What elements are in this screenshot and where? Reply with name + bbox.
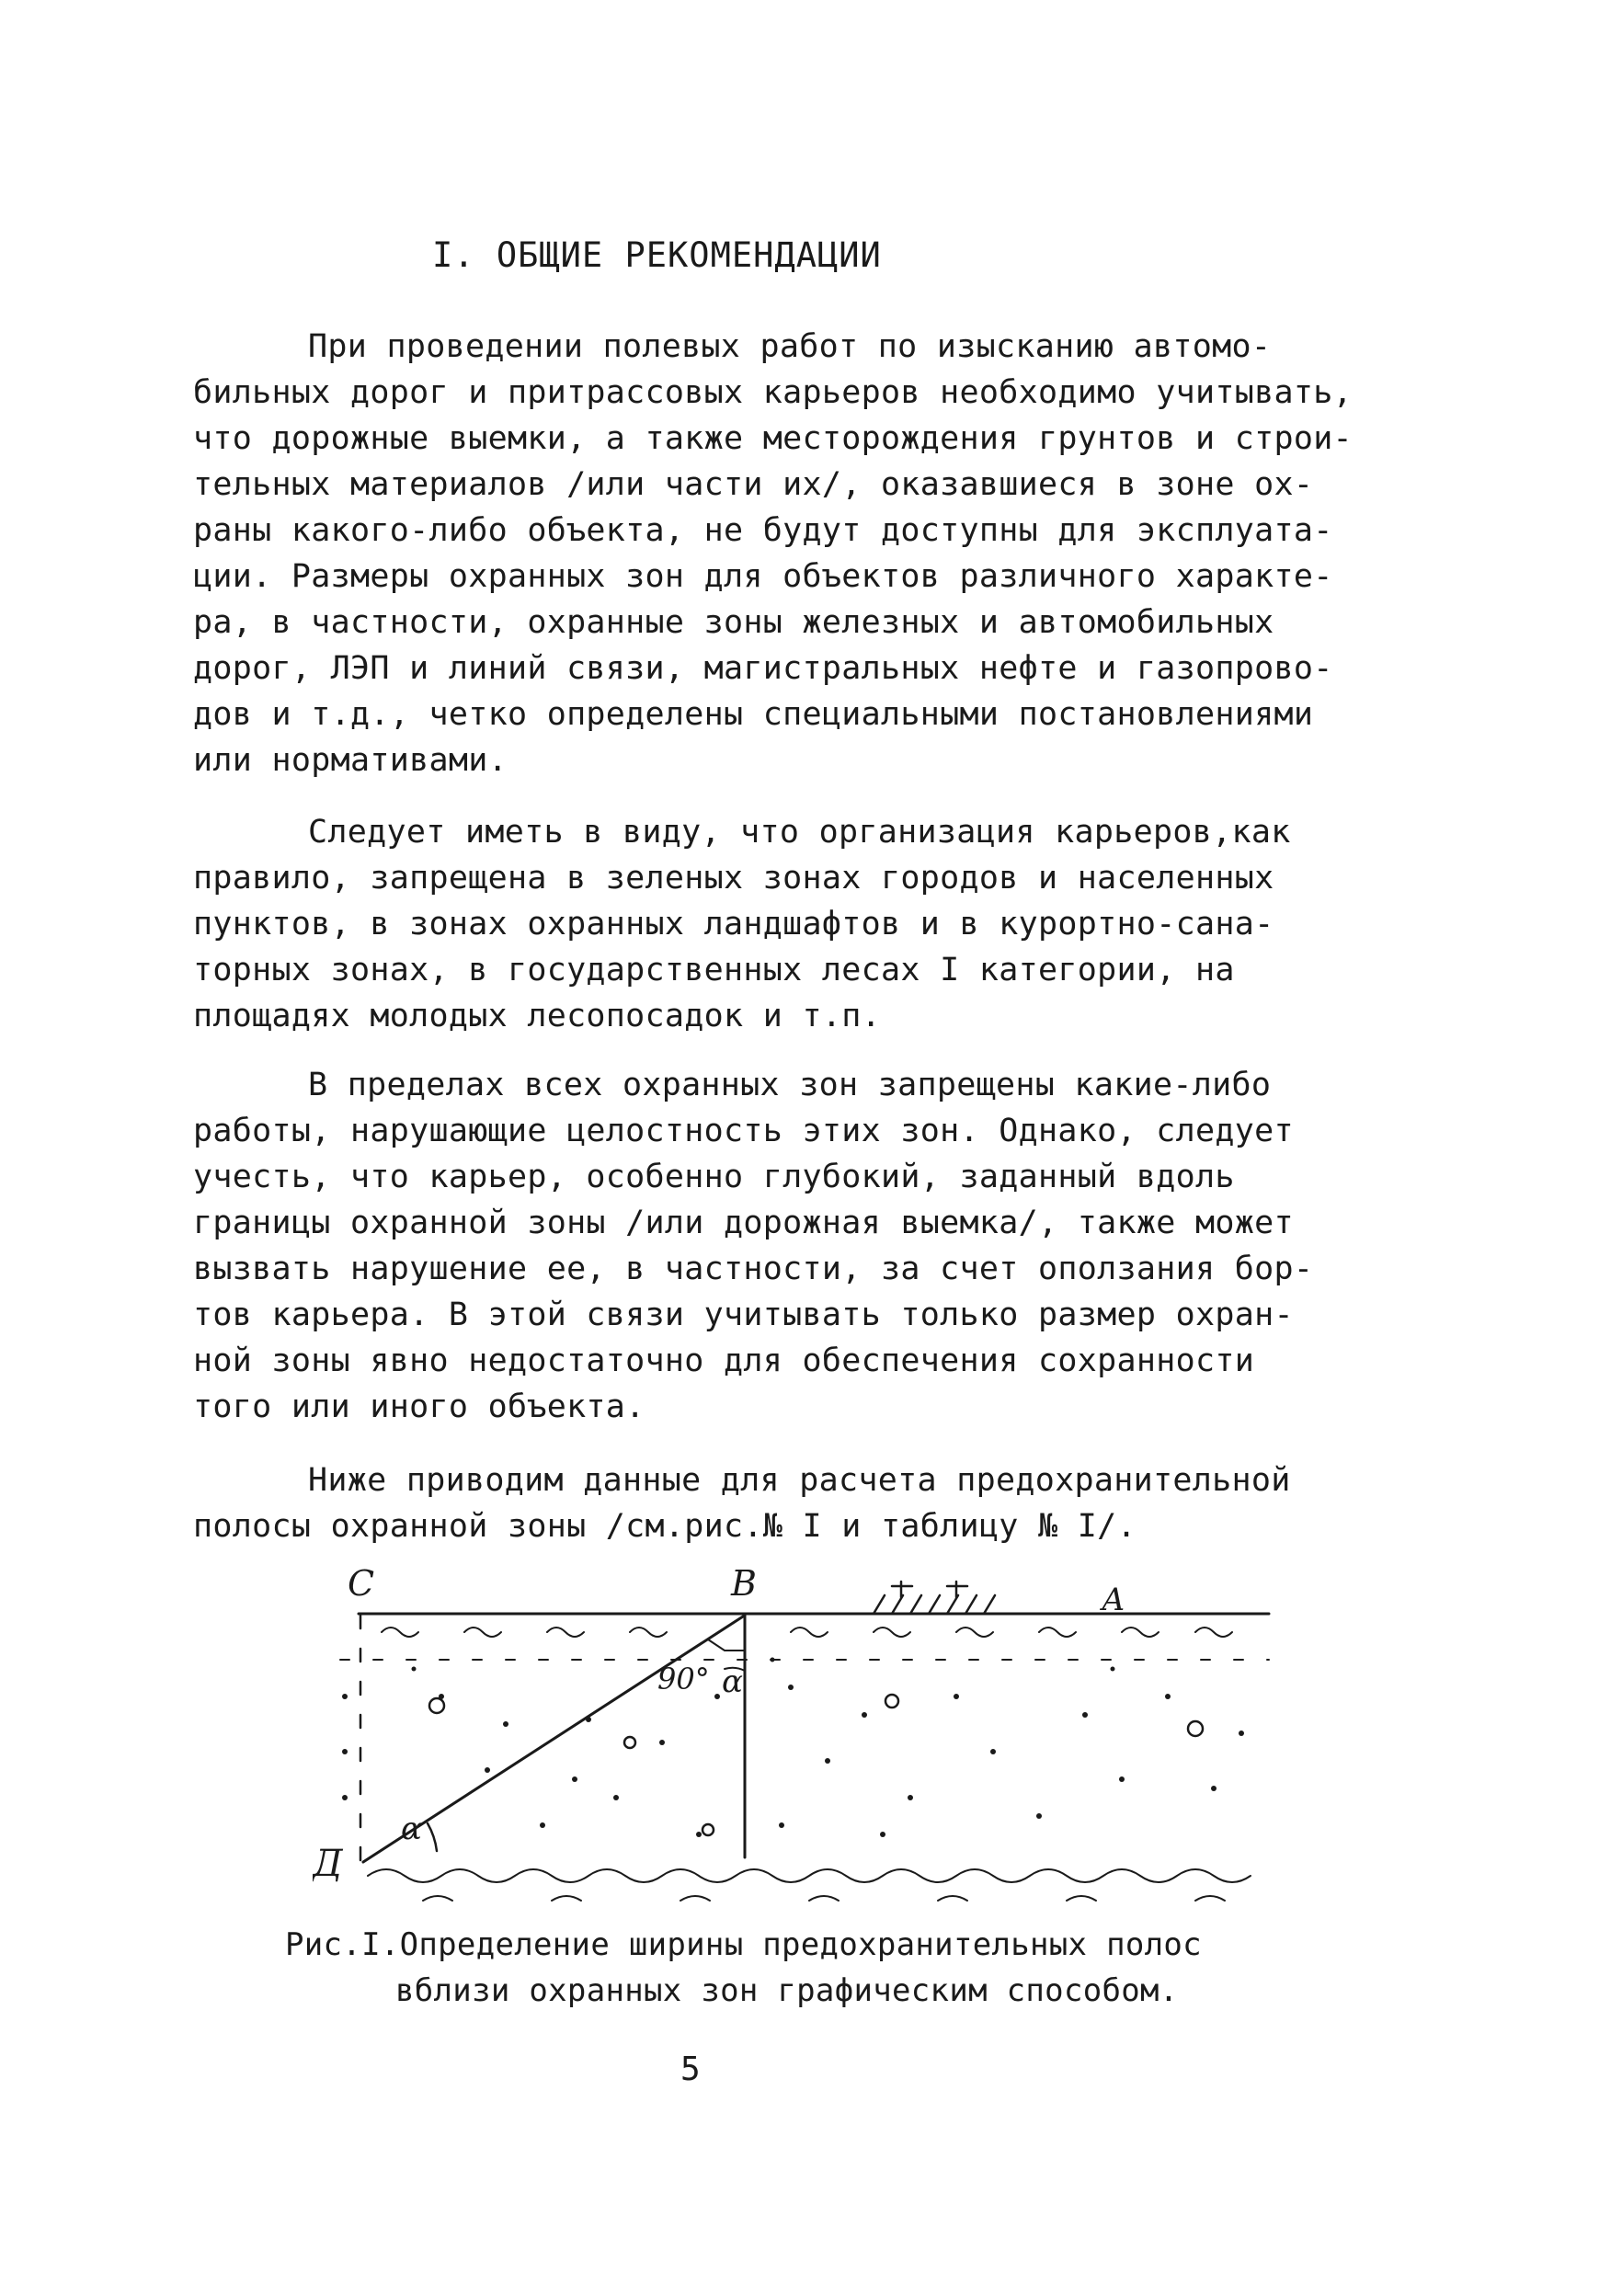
text-line: границы охранной зоны /или дорожная выемка/, также может <box>193 1205 1294 1241</box>
text-line: вызвать нарушение ее, в частности, за счет оползания бор- <box>193 1251 1314 1287</box>
text-line: В пределах всех охранных зон запрещены какие-либо <box>308 1067 1272 1103</box>
diagram-svg <box>313 1559 1287 1913</box>
text-line: тов карьера. В этой связи учитывать только размер охран- <box>193 1296 1294 1333</box>
caption-line: вблизи охранных зон графическим способом. <box>395 1972 1179 2009</box>
label-point-a: А <box>1102 1582 1125 1618</box>
paragraph-2 <box>193 809 1379 1039</box>
text-line: бильных дорог и притрассовых карьеров необходимо учитывать, <box>193 374 1353 411</box>
paragraph-3 <box>193 1062 1379 1430</box>
soil-dots <box>342 1658 1244 1838</box>
right-angle-mark <box>708 1639 745 1651</box>
label-alpha-bottom: α <box>401 1811 422 1847</box>
text-line: пунктов, в зонах охранных ландшафтов и в курортно-сана- <box>193 906 1274 942</box>
angle-arc-bottom <box>428 1823 437 1851</box>
section-heading: I. ОБЩИЕ РЕКОМЕНДАЦИИ <box>432 235 882 275</box>
figure-protection-zone-diagram <box>313 1559 1287 1913</box>
text-line: торных зонах, в государственных лесах I категории, на <box>193 952 1235 988</box>
text-line: ной зоны явно недостаточно для обеспечения сохранности <box>193 1342 1255 1379</box>
text-line: полосы охранной зоны /см.рис.№ I и таблицу № I/. <box>193 1508 1137 1545</box>
text-line: того или иного объекта. <box>193 1388 645 1425</box>
text-line: Следует иметь в виду, что организация карьеров,как <box>308 814 1291 851</box>
bottom-wave-line <box>368 1869 1251 1901</box>
text-line: ции. Размеры охранных зон для объектов различного характе- <box>193 558 1333 595</box>
text-line: правило, запрещена в зеленых зонах городов и населенных <box>193 860 1274 897</box>
text-line: тельных материалов /или части их/, оказавшиеся в зоне ох- <box>193 466 1314 503</box>
label-right-angle: 90° <box>657 1662 710 1696</box>
text-line: ра, в частности, охранные зоны железных и автомобильных <box>193 604 1274 641</box>
text-line: раны какого-либо объекта, не будут доступны для эксплуата- <box>193 512 1333 549</box>
text-line: учесть, что карьер, особенно глубокий, заданный вдоль <box>193 1159 1235 1195</box>
page-number: 5 <box>680 2050 701 2088</box>
text-line: работы, нарушающие целостность этих зон. Однако, следует <box>193 1113 1294 1149</box>
label-point-c: С <box>348 1563 375 1604</box>
text-line: Ниже приводим данные для расчета предохранительной <box>308 1462 1291 1499</box>
figure-caption <box>285 1922 1202 2014</box>
text-line: дов и т.д., четко определены специальными постановлениями <box>193 696 1314 733</box>
label-point-b: В <box>731 1563 757 1604</box>
label-point-d: Д <box>313 1843 343 1885</box>
text-line: дорог, ЛЭП и линий связи, магистральных нефте и газопрово- <box>193 650 1333 687</box>
text-line: что дорожные выемки, а также месторождения грунтов и строи- <box>193 420 1353 457</box>
text-line: площадях молодых лесопосадок и т.п. <box>193 998 882 1034</box>
paragraph-4 <box>193 1457 1379 1549</box>
label-alpha-top: α <box>722 1663 743 1700</box>
text-line: При проведении полевых работ по изысканию автомо- <box>308 328 1272 365</box>
hatched-object-a <box>864 1582 998 1614</box>
caption-line: Рис.I.Определение ширины предохранительных полос <box>285 1926 1202 1963</box>
paragraph-1 <box>193 324 1379 783</box>
surface-wave-marks <box>382 1628 1232 1637</box>
text-line: или нормативами. <box>193 742 508 779</box>
